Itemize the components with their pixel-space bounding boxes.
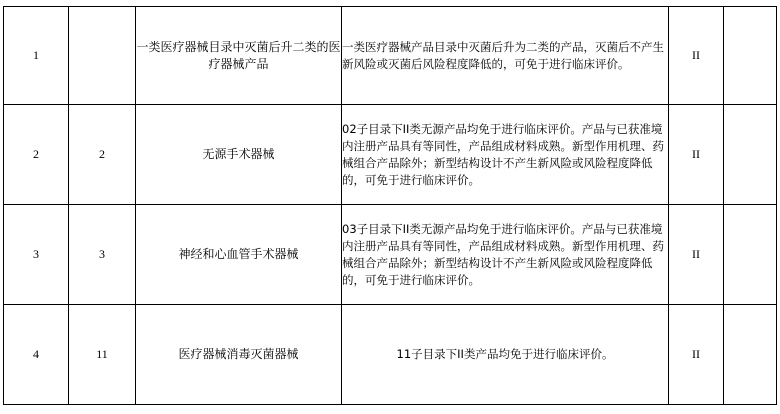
extra-cell xyxy=(724,305,777,405)
table-row xyxy=(4,7,777,105)
product-name-cell xyxy=(136,305,342,405)
description-cell xyxy=(342,105,669,205)
description-cell xyxy=(342,7,669,105)
exemption-table xyxy=(3,6,777,405)
product-name-cell xyxy=(136,105,342,205)
table-row xyxy=(4,105,777,205)
product-name-cell xyxy=(136,205,342,305)
extra-cell xyxy=(724,7,777,105)
table-row xyxy=(4,305,777,405)
class-cell: II xyxy=(669,7,724,105)
product-name-text: 医疗器械消毒灭菌器械 xyxy=(178,347,299,361)
extra-cell xyxy=(724,105,777,205)
subdir-cell: 11 xyxy=(69,305,136,405)
description-text: 11子目录下II类产品均免于进行临床评价。 xyxy=(396,347,614,361)
description-text: 03子目录下II类无源产品均免于进行临床评价。产品与已获准境内注册产品具有等同性，产品组成材料成熟。新型作用机理、药械组合产品除外；新型结构设计不产生新风险或风险程度降低的，可免于进行临床评价。 xyxy=(342,221,664,287)
product-name-cell xyxy=(136,7,342,105)
seq-cell: 2 xyxy=(4,105,69,205)
class-cell: II xyxy=(669,305,724,405)
description-cell xyxy=(342,205,669,305)
table-row xyxy=(4,205,777,305)
product-name-text: 无源手术器械 xyxy=(202,147,275,161)
description-text: 一类医疗器械产品目录中灭菌后升为二类的产品，灭菌后不产生新风险或灭菌后风险程度降低的，可免于进行临床评价。 xyxy=(342,39,664,71)
product-name-text: 一类医疗器械目录中灭菌后升二类的医疗器械产品 xyxy=(136,39,341,71)
class-cell: II xyxy=(669,105,724,205)
subdir-cell xyxy=(69,7,136,105)
product-name-text: 神经和心血管手术器械 xyxy=(178,247,299,261)
subdir-cell: 3 xyxy=(69,205,136,305)
description-cell xyxy=(342,305,669,405)
description-text: 02子目录下II类无源产品均免于进行临床评价。产品与已获准境内注册产品具有等同性，产品组成材料成熟。新型作用机理、药械组合产品除外；新型结构设计不产生新风险或风险程度降低的，可免于进行临床评价。 xyxy=(342,121,664,187)
seq-cell: 4 xyxy=(4,305,69,405)
extra-cell xyxy=(724,205,777,305)
seq-cell: 3 xyxy=(4,205,69,305)
seq-cell: 1 xyxy=(4,7,69,105)
class-cell: II xyxy=(669,205,724,305)
subdir-cell: 2 xyxy=(69,105,136,205)
